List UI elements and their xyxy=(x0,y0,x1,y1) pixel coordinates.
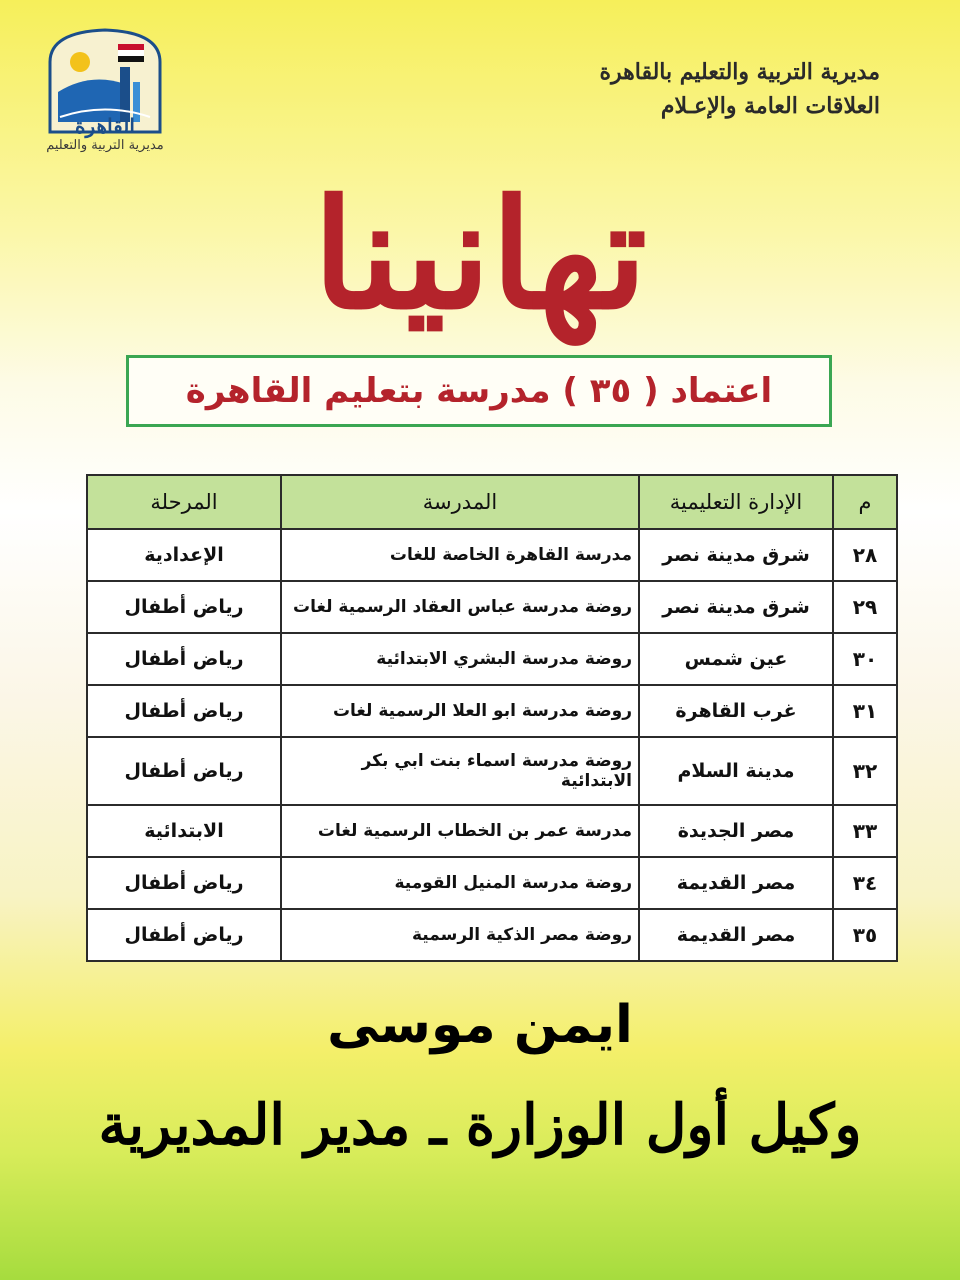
row-school: روضة مصر الذكية الرسمية xyxy=(281,909,639,961)
signer-title: وكيل أول الوزارة ـ مدير المديرية xyxy=(98,1092,862,1158)
row-stage: الابتدائية xyxy=(87,805,281,857)
row-stage: رياض أطفال xyxy=(87,737,281,805)
row-school: روضة مدرسة البشري الابتدائية xyxy=(281,633,639,685)
logo-name: القاهرة xyxy=(75,114,135,138)
row-num: ٢٨ xyxy=(833,529,897,581)
row-school: روضة مدرسة عباس العقاد الرسمية لغات xyxy=(281,581,639,633)
header xyxy=(460,55,880,123)
header-school: المدرسة xyxy=(281,475,639,529)
row-num: ٣٠ xyxy=(833,633,897,685)
table-row xyxy=(87,529,897,581)
row-admin: مصر القديمة xyxy=(639,857,833,909)
row-school: مدرسة عمر بن الخطاب الرسمية لغات xyxy=(281,805,639,857)
logo-caption: مديرية التربية والتعليم xyxy=(46,138,164,153)
row-school: روضة مدرسة المنيل القومية xyxy=(281,857,639,909)
header-line-2: العلاقات العامة والإعـلام xyxy=(660,93,880,119)
row-num: ٣٥ xyxy=(833,909,897,961)
table-row xyxy=(87,857,897,909)
header-admin: الإدارة التعليمية xyxy=(639,475,833,529)
table-row xyxy=(87,737,897,805)
table-row xyxy=(87,909,897,961)
table-row xyxy=(87,805,897,857)
row-school: مدرسة القاهرة الخاصة للغات xyxy=(281,529,639,581)
row-stage: رياض أطفال xyxy=(87,857,281,909)
row-stage: الإعدادية xyxy=(87,529,281,581)
row-stage: رياض أطفال xyxy=(87,909,281,961)
row-school: روضة مدرسة اسماء بنت ابي بكر الابتدائية xyxy=(281,737,639,805)
row-num: ٣١ xyxy=(833,685,897,737)
row-stage: رياض أطفال xyxy=(87,581,281,633)
header-line-1: مديرية التربية والتعليم بالقاهرة xyxy=(599,59,880,85)
signer-name: ايمن موسى xyxy=(327,995,633,1055)
row-stage: رياض أطفال xyxy=(87,685,281,737)
row-admin: غرب القاهرة xyxy=(639,685,833,737)
table-row xyxy=(87,581,897,633)
table-header-row xyxy=(87,475,897,529)
banner-box xyxy=(126,355,832,427)
table-row xyxy=(87,685,897,737)
banner-text: اعتماد ( ٣٥ ) مدرسة بتعليم القاهرة xyxy=(185,371,773,411)
row-admin: شرق مدينة نصر xyxy=(639,529,833,581)
header-stage: المرحلة xyxy=(87,475,281,529)
row-stage: رياض أطفال xyxy=(87,633,281,685)
row-admin: مصر القديمة xyxy=(639,909,833,961)
congrats-heading: تهانينا xyxy=(312,167,648,343)
row-admin: شرق مدينة نصر xyxy=(639,581,833,633)
row-admin: مصر الجديدة xyxy=(639,805,833,857)
table-row xyxy=(87,633,897,685)
schools-table xyxy=(86,474,898,962)
header-num: م xyxy=(833,475,897,529)
row-num: ٣٣ xyxy=(833,805,897,857)
row-admin: عين شمس xyxy=(639,633,833,685)
row-num: ٣٤ xyxy=(833,857,897,909)
row-num: ٢٩ xyxy=(833,581,897,633)
row-num: ٣٢ xyxy=(833,737,897,805)
row-admin: مدينة السلام xyxy=(639,737,833,805)
row-school: روضة مدرسة ابو العلا الرسمية لغات xyxy=(281,685,639,737)
